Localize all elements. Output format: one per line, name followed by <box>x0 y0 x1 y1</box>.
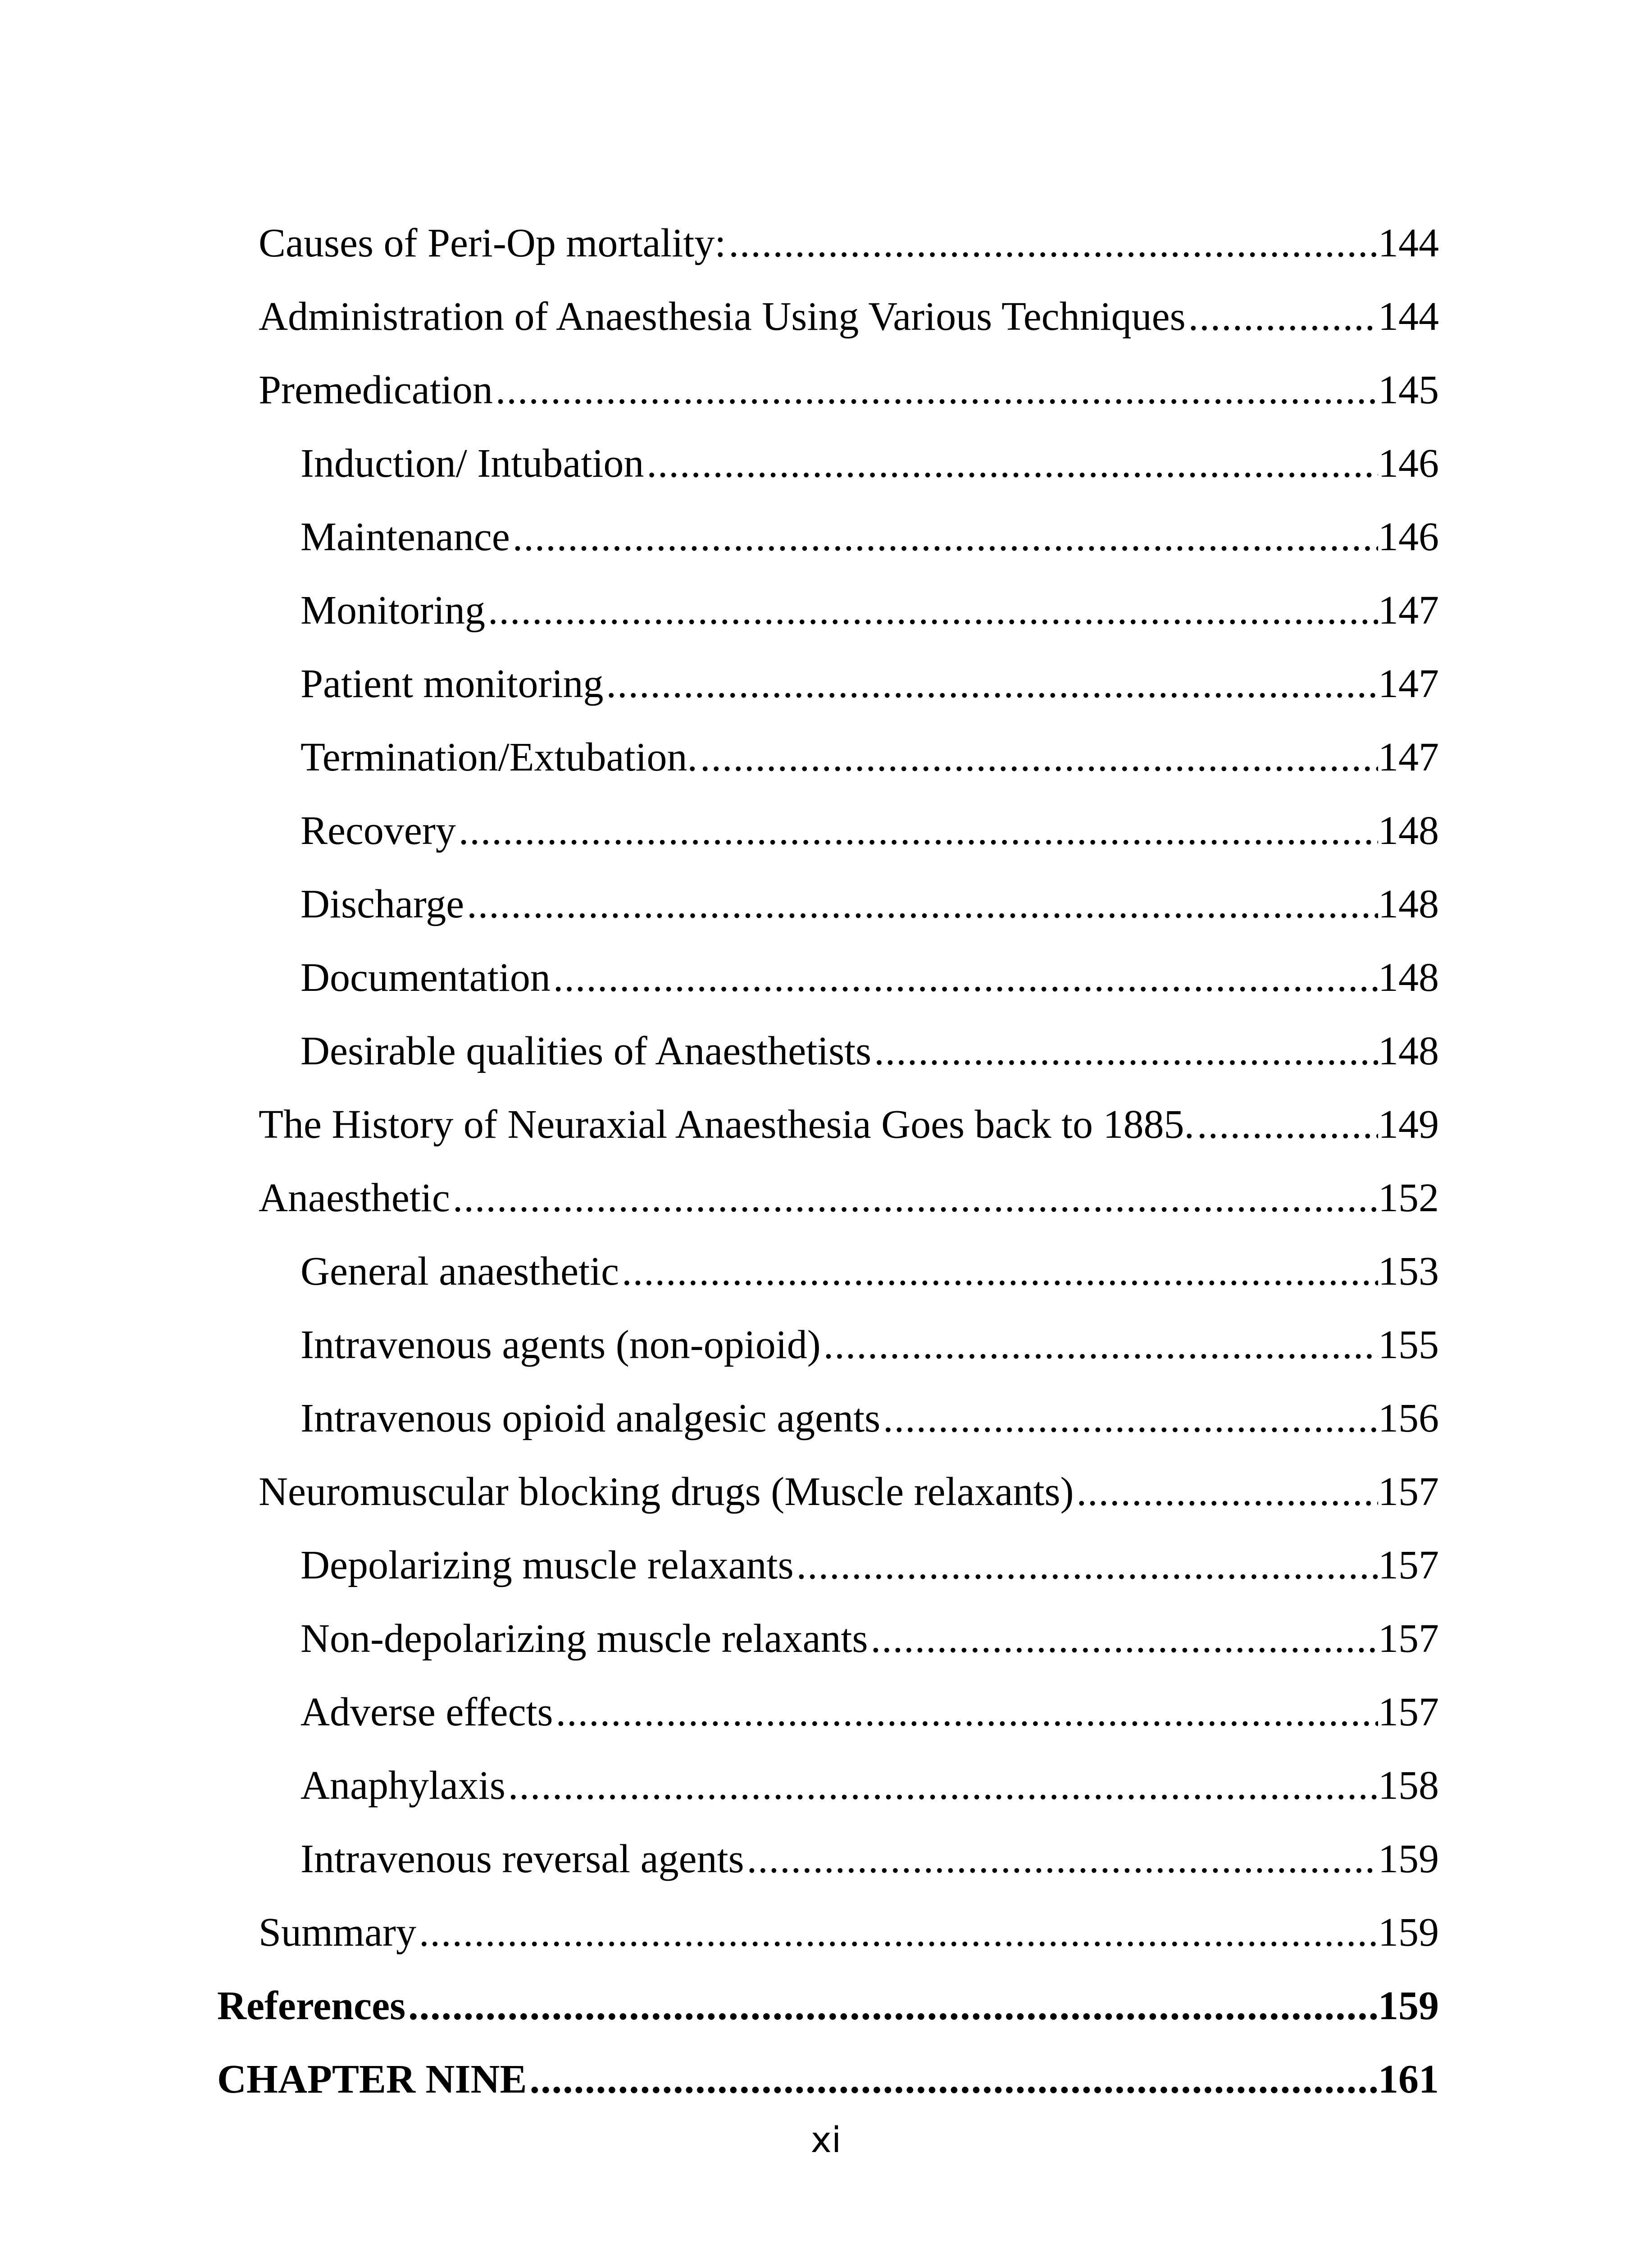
dot-leader <box>510 506 1378 569</box>
dot-leader <box>464 873 1378 936</box>
toc-entry[interactable] <box>300 1387 1439 1450</box>
dot-leader <box>697 726 1378 789</box>
toc-entry-title: Intravenous agents (non-opioid) <box>300 1323 821 1367</box>
dot-leader <box>880 1387 1378 1450</box>
toc-entry-title: CHAPTER NINE <box>217 2057 527 2102</box>
toc-entry-title: Anaesthetic <box>259 1176 450 1220</box>
toc-entry[interactable] <box>300 873 1439 936</box>
toc-entry-title: Adverse effects <box>300 1690 553 1734</box>
toc-entry[interactable] <box>300 1313 1439 1377</box>
dot-leader <box>644 432 1378 495</box>
toc-entry-title: Non-depolarizing muscle relaxants <box>300 1616 868 1661</box>
toc-entry-title: Discharge <box>300 882 464 926</box>
toc-entry-page-number: 147 <box>1378 735 1439 780</box>
dot-leader <box>416 1901 1378 1964</box>
toc-entry-page-number: 157 <box>1378 1690 1439 1734</box>
toc-entry-page-number: 149 <box>1378 1102 1439 1147</box>
page-number: xi <box>810 2120 842 2161</box>
dot-leader <box>871 1020 1378 1083</box>
toc-entry-page-number: 156 <box>1378 1396 1439 1441</box>
toc-entry-title: Premedication <box>259 368 493 412</box>
toc-entry-title: The History of Neuraxial Anaesthesia Goes back to 1885. <box>259 1102 1194 1147</box>
toc-entry[interactable] <box>300 799 1439 862</box>
toc-entry-page-number: 155 <box>1378 1323 1439 1367</box>
toc-entry[interactable] <box>300 652 1439 716</box>
toc-entry-title: Termination/Extubation. <box>300 735 698 780</box>
toc-entry[interactable] <box>300 1607 1439 1670</box>
toc-entry-title: Causes of Peri-Op mortality: <box>259 221 726 265</box>
toc-entry[interactable] <box>259 212 1439 275</box>
toc-entry[interactable] <box>300 1240 1439 1303</box>
toc-entry-page-number: 157 <box>1378 1469 1439 1514</box>
toc-entry[interactable] <box>259 285 1439 348</box>
toc-entry-page-number: 161 <box>1378 2057 1439 2102</box>
toc-entry-title: Recovery <box>300 808 456 853</box>
toc-entry-title: Summary <box>259 1910 416 1955</box>
toc-entry[interactable] <box>300 1828 1439 1891</box>
dot-leader <box>794 1534 1378 1597</box>
toc-entry-title: Intravenous reversal agents <box>300 1837 744 1881</box>
dot-leader <box>450 1167 1378 1230</box>
dot-leader <box>1186 285 1378 348</box>
dot-leader <box>551 946 1378 1009</box>
dot-leader <box>619 1240 1378 1303</box>
toc-entry[interactable] <box>300 1754 1439 1817</box>
dot-leader <box>527 2048 1378 2111</box>
toc-entry[interactable] <box>300 1020 1439 1083</box>
toc-entry-page-number: 146 <box>1378 515 1439 559</box>
toc-entry-page-number: 146 <box>1378 441 1439 486</box>
toc-entry-title: Administration of Anaesthesia Using Various Techniques <box>259 294 1186 339</box>
toc-entry-page-number: 159 <box>1378 1837 1439 1881</box>
toc-entry-title: Monitoring <box>300 588 486 633</box>
toc-entry-title: Patient monitoring <box>300 661 604 706</box>
dot-leader <box>726 212 1378 275</box>
toc-entry-page-number: 153 <box>1378 1249 1439 1294</box>
toc-entry[interactable] <box>300 726 1439 789</box>
toc-entry-page-number: 148 <box>1378 955 1439 1000</box>
toc-entry[interactable] <box>259 359 1439 422</box>
dot-leader <box>405 1975 1378 2038</box>
toc-entry[interactable] <box>259 1167 1439 1230</box>
toc-entry-page-number: 148 <box>1378 882 1439 926</box>
toc-entry-page-number: 147 <box>1378 661 1439 706</box>
toc-entry[interactable] <box>217 1975 1439 2038</box>
toc-entry[interactable] <box>300 1534 1439 1597</box>
toc-entry-page-number: 145 <box>1378 368 1439 412</box>
dot-leader <box>505 1754 1378 1817</box>
toc-entry-title: Desirable qualities of Anaesthetists <box>300 1029 872 1073</box>
toc-entry-page-number: 157 <box>1378 1616 1439 1661</box>
toc-entry[interactable] <box>300 1681 1439 1744</box>
dot-leader <box>603 652 1378 716</box>
toc-entry-title: Maintenance <box>300 515 510 559</box>
toc-entry-title: References <box>217 1984 406 2028</box>
toc-entry[interactable] <box>300 579 1439 642</box>
toc-entry-title: Induction/ Intubation <box>300 441 644 486</box>
toc-entry-page-number: 148 <box>1378 1029 1439 1073</box>
toc-entry-title: Documentation <box>300 955 551 1000</box>
toc-entry-title: General anaesthetic <box>300 1249 619 1294</box>
toc-entry[interactable] <box>217 2048 1439 2111</box>
dot-leader <box>868 1607 1378 1670</box>
toc-entry[interactable] <box>300 946 1439 1009</box>
toc-entry-page-number: 147 <box>1378 588 1439 633</box>
toc-entry-page-number: 159 <box>1378 1910 1439 1955</box>
dot-leader <box>744 1828 1378 1891</box>
toc-entry-page-number: 144 <box>1378 294 1439 339</box>
toc-entry[interactable] <box>259 1460 1439 1523</box>
toc-entry-page-number: 144 <box>1378 221 1439 265</box>
dot-leader <box>821 1313 1378 1377</box>
toc-entry-page-number: 159 <box>1378 1984 1439 2028</box>
toc-entry[interactable] <box>300 506 1439 569</box>
toc-entry[interactable] <box>300 432 1439 495</box>
dot-leader <box>493 359 1378 422</box>
toc-entry-title: Intravenous opioid analgesic agents <box>300 1396 881 1441</box>
dot-leader <box>553 1681 1378 1744</box>
toc-entry-title: Depolarizing muscle relaxants <box>300 1543 794 1587</box>
toc-entry[interactable] <box>259 1093 1439 1156</box>
dot-leader <box>1194 1093 1378 1156</box>
dot-leader <box>456 799 1378 862</box>
toc-entry-page-number: 148 <box>1378 808 1439 853</box>
toc-entry-page-number: 157 <box>1378 1543 1439 1587</box>
dot-leader <box>1074 1460 1379 1523</box>
toc-entry-page-number: 152 <box>1378 1176 1439 1220</box>
toc-entry-title: Anaphylaxis <box>300 1763 505 1808</box>
toc-entry-title: Neuromuscular blocking drugs (Muscle relaxants) <box>259 1469 1074 1514</box>
dot-leader <box>485 579 1378 642</box>
toc-entry-page-number: 158 <box>1378 1763 1439 1808</box>
toc-entry[interactable] <box>259 1901 1439 1964</box>
